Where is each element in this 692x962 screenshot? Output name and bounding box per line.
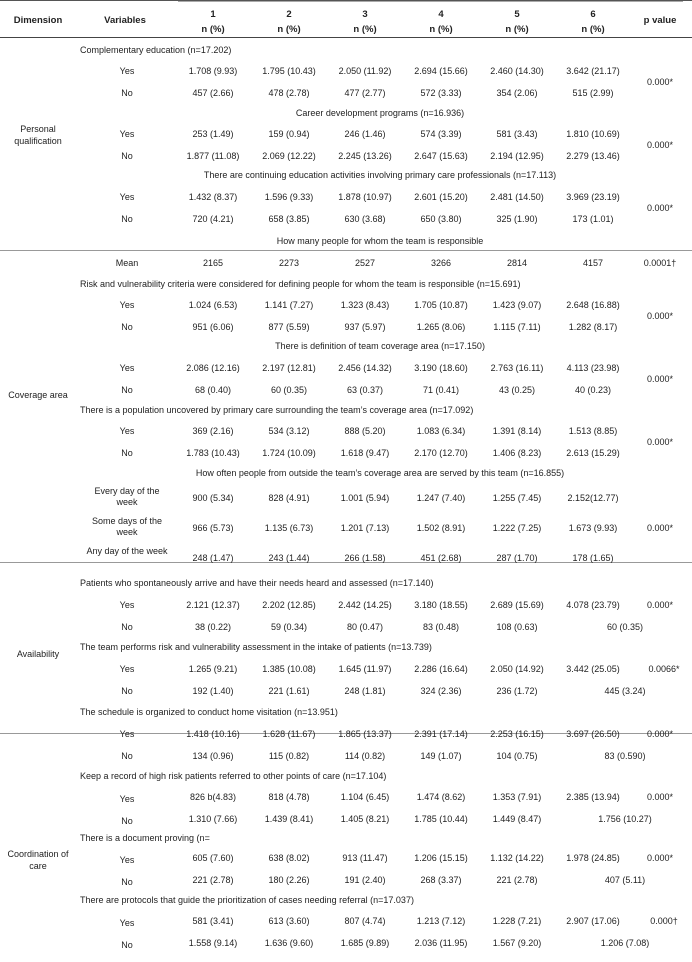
cell: 1.206 (7.08): [600, 938, 650, 948]
cell: 1.132 (14.22): [490, 853, 544, 863]
cell: 581 (3.43): [496, 129, 538, 139]
cell: 605 (7.60): [192, 853, 234, 863]
cell: 913 (11.47): [342, 853, 388, 863]
row-label: Yes: [119, 192, 135, 202]
cell: 1.310 (7.66): [188, 814, 238, 824]
row-label: No: [121, 816, 133, 826]
cell: 2.253 (16.15): [490, 729, 544, 739]
cell: 221 (1.61): [268, 686, 310, 696]
cell: 1.724 (10.09): [262, 448, 316, 458]
cell: 2.069 (12.22): [262, 151, 316, 161]
section-title: The schedule is organized to conduct home visitation (n=13.951): [80, 707, 338, 717]
section-title: There are continuing education activities involving primary care professionals (n=17.113): [203, 170, 557, 180]
cell: 134 (0.96): [192, 751, 234, 761]
cell: 1.265 (9.21): [188, 664, 238, 674]
cell: 2.121 (12.37): [186, 600, 240, 610]
cell: 1.024 (6.53): [188, 300, 238, 310]
cell: 2.442 (14.25): [338, 600, 392, 610]
cell: 515 (2.99): [572, 88, 614, 98]
row-label: No: [121, 385, 133, 395]
cell: 638 (8.02): [268, 853, 310, 863]
cell: 2.385 (13.94): [566, 792, 620, 802]
cell: 1.783 (10.43): [186, 448, 240, 458]
cell: 173 (1.01): [572, 214, 614, 224]
cell: 2.456 (14.32): [338, 363, 392, 373]
row-label: No: [121, 151, 133, 161]
cell: 2.648 (16.88): [566, 300, 620, 310]
cell: 287 (1.70): [496, 553, 538, 563]
cell: 1.222 (7.25): [492, 523, 542, 533]
cell: 1.810 (10.69): [566, 129, 620, 139]
cell: 3266: [430, 258, 452, 268]
cell: 966 (5.73): [192, 523, 234, 533]
cell: 1.141 (7.27): [264, 300, 314, 310]
cell: 534 (3.12): [268, 426, 310, 436]
cell: 1.439 (8.41): [264, 814, 314, 824]
cell: 1.567 (9.20): [492, 938, 542, 948]
p-value: 0.000*: [646, 203, 674, 213]
cell: 159 (0.94): [268, 129, 310, 139]
cell: 630 (3.68): [344, 214, 386, 224]
cell: 354 (2.06): [496, 88, 538, 98]
cell: 2.689 (15.69): [490, 600, 544, 610]
cell: 1.785 (10.44): [414, 814, 468, 824]
header-col-3: 3: [362, 9, 368, 20]
cell: 59 (0.34): [270, 622, 308, 632]
cell: 650 (3.80): [420, 214, 462, 224]
p-value: 0.000†: [650, 916, 678, 926]
cell: 253 (1.49): [192, 129, 234, 139]
dimension-personal: Personal qualification: [14, 124, 62, 146]
cell: 3.190 (18.60): [414, 363, 468, 373]
cell: 477 (2.77): [344, 88, 386, 98]
cell: 80 (0.47): [346, 622, 384, 632]
section-title: There are protocols that guide the prioritization of cases needing referral (n=17.037): [80, 895, 414, 905]
cell: 937 (5.97): [344, 322, 386, 332]
cell: 807 (4.74): [344, 916, 386, 926]
cell: 574 (3.39): [420, 129, 462, 139]
cell: 1.432 (8.37): [188, 192, 238, 202]
cell: 268 (3.37): [420, 875, 462, 885]
cell: 818 (4.78): [268, 792, 310, 802]
cell: 1.705 (10.87): [414, 300, 468, 310]
cell: 83 (0.590): [604, 751, 646, 761]
cell: 1.628 (11.67): [262, 729, 316, 739]
section-title: How many people for whom the team is responsible: [276, 236, 484, 246]
cell: 248 (1.81): [344, 686, 386, 696]
cell: 115 (0.82): [268, 751, 310, 761]
header-pvalue: p value: [643, 15, 677, 26]
row-label: No: [121, 751, 133, 761]
row-label: Yes: [119, 300, 135, 310]
p-value: 0.000*: [646, 311, 674, 321]
cell: 2273: [278, 258, 300, 268]
cell: 1.558 (9.14): [188, 938, 238, 948]
cell: 3.442 (25.05): [566, 664, 620, 674]
cell: 1.502 (8.91): [416, 523, 466, 533]
dimension-coverage: Coverage area: [8, 390, 68, 400]
row-label: No: [121, 877, 133, 887]
cell: 192 (1.40): [192, 686, 234, 696]
cell: 877 (5.59): [268, 322, 310, 332]
cell: 1.385 (10.08): [262, 664, 316, 674]
cell: 1.001 (5.94): [340, 493, 390, 503]
dimension-separator: [0, 250, 692, 251]
p-value: 0.000*: [646, 600, 674, 610]
cell: 720 (4.21): [192, 214, 234, 224]
cell: 826 b(4.83): [189, 792, 237, 802]
section-title: There is definition of team coverage area (n=17.150): [275, 341, 485, 351]
header-dimension: Dimension: [13, 15, 63, 26]
cell: 445 (3.24): [604, 686, 646, 696]
cell: 2.601 (15.20): [414, 192, 468, 202]
cell: 2.086 (12.16): [186, 363, 240, 373]
row-label: Yes: [119, 129, 135, 139]
cell: 2.613 (15.29): [566, 448, 620, 458]
cell: 248 (1.47): [192, 553, 234, 563]
header-rule: [178, 1, 683, 2]
dimension-coordination: Coordination of care: [7, 849, 69, 871]
row-label: No: [121, 88, 133, 98]
cell: 888 (5.20): [344, 426, 386, 436]
cell: 243 (1.44): [268, 553, 310, 563]
cell: 71 (0.41): [422, 385, 460, 395]
cell: 478 (2.78): [268, 88, 310, 98]
cell: 246 (1.46): [344, 129, 386, 139]
cell: 1.405 (8.21): [340, 814, 390, 824]
cell: 1.228 (7.21): [492, 916, 542, 926]
row-label: Yes: [119, 794, 135, 804]
cell: 38 (0.22): [194, 622, 232, 632]
cell: 2.245 (13.26): [338, 151, 392, 161]
section-title: Career development programs (n=16.936): [295, 108, 465, 118]
cell: 43 (0.25): [498, 385, 536, 395]
header-sub-3: n (%): [353, 24, 377, 35]
section-title: Keep a record of high risk patients referred to other points of care (n=17.104): [80, 771, 387, 781]
cell: 1.115 (7.11): [493, 322, 541, 332]
header-col-6: 6: [590, 9, 596, 20]
section-title: Complementary education (n=17.202): [80, 45, 232, 55]
header-sub-5: n (%): [505, 24, 529, 35]
cell: 149 (1.07): [420, 751, 462, 761]
cell: 613 (3.60): [268, 916, 310, 926]
cell: 572 (3.33): [420, 88, 462, 98]
section-title: There is a population uncovered by primary care surrounding the team’s coverage area (n=17.092): [80, 405, 474, 415]
cell: 2.286 (16.64): [414, 664, 468, 674]
cell: 178 (1.65): [572, 553, 614, 563]
cell: 457 (2.66): [192, 88, 234, 98]
cell: 68 (0.40): [194, 385, 232, 395]
cell: 1.391 (8.14): [492, 426, 542, 436]
cell: 2.036 (11.95): [414, 938, 468, 948]
cell: 2527: [354, 258, 376, 268]
row-label: Yes: [119, 426, 135, 436]
section-title: Risk and vulnerability criteria were considered for defining people for whom the team is responsible (n=15.691): [80, 279, 521, 289]
header-variables: Variables: [104, 15, 146, 26]
cell: 2.194 (12.95): [490, 151, 544, 161]
row-label: Yes: [119, 600, 135, 610]
cell: 236 (1.72): [496, 686, 538, 696]
cell: 1.708 (9.93): [188, 66, 238, 76]
row-label: No: [121, 322, 133, 332]
dimension-availability: Availability: [16, 649, 60, 659]
row-label: Any day of the week: [86, 546, 168, 556]
cell: 1.255 (7.45): [492, 493, 542, 503]
cell: 63 (0.37): [346, 385, 384, 395]
section-title: How often people from outside the team’s coverage area are served by this team (n=16.855): [195, 468, 565, 478]
cell: 83 (0.48): [422, 622, 460, 632]
cell: 1.201 (7.13): [340, 523, 390, 533]
cell: 104 (0.75): [496, 751, 538, 761]
cell: 2.202 (12.85): [262, 600, 316, 610]
row-label: No: [121, 448, 133, 458]
row-label: Some days of the week: [91, 516, 163, 537]
p-value: 0.000*: [646, 729, 674, 739]
cell: 2.152(12.77): [567, 493, 619, 503]
cell: 1.418 (10.16): [186, 729, 240, 739]
row-label: Yes: [119, 918, 135, 928]
p-value: 0.0066*: [648, 664, 680, 674]
cell: 658 (3.85): [268, 214, 310, 224]
cell: 324 (2.36): [420, 686, 462, 696]
cell: 4.078 (23.79): [566, 600, 620, 610]
cell: 1.645 (11.97): [338, 664, 392, 674]
cell: 1.449 (8.47): [492, 814, 542, 824]
cell: 191 (2.40): [344, 875, 386, 885]
row-label: No: [121, 940, 133, 950]
p-value: 0.000*: [646, 792, 674, 802]
cell: 1.618 (9.47): [340, 448, 390, 458]
cell: 1.596 (9.33): [264, 192, 314, 202]
cell: 1.423 (9.07): [492, 300, 542, 310]
cell: 221 (2.78): [192, 875, 234, 885]
cell: 108 (0.63): [496, 622, 538, 632]
p-value: 0.000*: [646, 523, 674, 533]
cell: 1.877 (11.08): [186, 151, 240, 161]
cell: 1.978 (24.85): [566, 853, 620, 863]
p-value: 0.000*: [646, 853, 674, 863]
cell: 2.197 (12.81): [262, 363, 316, 373]
p-value: 0.0001†: [643, 258, 677, 268]
row-label: Mean: [115, 258, 139, 268]
row-label: No: [121, 686, 133, 696]
cell: 1.636 (9.60): [264, 938, 314, 948]
cell: 40 (0.23): [574, 385, 612, 395]
cell: 1.206 (15.15): [414, 853, 468, 863]
cell: 266 (1.58): [344, 553, 386, 563]
cell: 3.697 (26.50): [566, 729, 620, 739]
section-title: The team performs risk and vulnerability assessment in the intake of patients (n=13.739): [80, 642, 432, 652]
cell: 1.685 (9.89): [340, 938, 390, 948]
header-col-5: 5: [514, 9, 520, 20]
row-label: Yes: [119, 363, 135, 373]
cell: 3.180 (18.55): [414, 600, 468, 610]
cell: 828 (4.91): [268, 493, 310, 503]
cell: 951 (6.06): [192, 322, 234, 332]
cell: 2165: [202, 258, 224, 268]
cell: 4157: [582, 258, 604, 268]
row-label: Yes: [119, 855, 135, 865]
cell: 2.647 (15.63): [414, 151, 468, 161]
header-bottom-rule: [0, 37, 692, 38]
p-value: 0.000*: [646, 77, 674, 87]
header-col-1: 1: [210, 9, 216, 20]
cell: 1.282 (8.17): [568, 322, 618, 332]
cell: 2.481 (14.50): [490, 192, 544, 202]
row-label: Every day of the week: [94, 486, 160, 507]
header-sub-6: n (%): [581, 24, 605, 35]
cell: 180 (2.26): [268, 875, 310, 885]
cell: 1.756 (10.27): [598, 814, 652, 824]
cell: 2.050 (14.92): [490, 664, 544, 674]
section-title: Patients who spontaneously arrive and have their needs heard and assessed (n=17.140): [80, 578, 434, 588]
cell: 1.865 (13.37): [338, 729, 392, 739]
cell: 1.406 (8.23): [492, 448, 542, 458]
cell: 60 (0.35): [270, 385, 308, 395]
cell: 1.104 (6.45): [340, 792, 390, 802]
cell: 2.907 (17.06): [566, 916, 620, 926]
row-label: Yes: [119, 729, 135, 739]
cell: 369 (2.16): [192, 426, 234, 436]
cell: 2.391 (17.14): [414, 729, 468, 739]
cell: 1.265 (8.06): [416, 322, 466, 332]
p-value: 0.000*: [646, 437, 674, 447]
p-value: 0.000*: [646, 374, 674, 384]
cell: 1.135 (6.73): [264, 523, 314, 533]
cell: 325 (1.90): [496, 214, 538, 224]
cell: 1.878 (10.97): [338, 192, 392, 202]
cell: 2.763 (16.11): [490, 363, 544, 373]
header-col-2: 2: [286, 9, 292, 20]
cell: 2.170 (12.70): [414, 448, 468, 458]
section-title: There is a document proving (n=: [80, 833, 210, 843]
cell: 1.673 (9.93): [568, 523, 618, 533]
cell: 2.050 (11.92): [338, 66, 392, 76]
cell: 3.969 (23.19): [566, 192, 620, 202]
p-value: 0.000*: [646, 140, 674, 150]
cell: 114 (0.82): [344, 751, 386, 761]
cell: 1.213 (7.12): [416, 916, 466, 926]
cell: 4.113 (23.98): [566, 363, 620, 373]
row-label: Yes: [119, 664, 135, 674]
cell: 1.083 (6.34): [416, 426, 466, 436]
cell: 1.795 (10.43): [262, 66, 316, 76]
cell: 1.513 (8.85): [568, 426, 618, 436]
cell: 2.694 (15.66): [414, 66, 468, 76]
row-label: No: [121, 214, 133, 224]
header-sub-1: n (%): [201, 24, 225, 35]
cell: 1.323 (8.43): [340, 300, 390, 310]
cell: 2814: [506, 258, 528, 268]
cell: 1.247 (7.40): [416, 493, 466, 503]
cell: 2.460 (14.30): [490, 66, 544, 76]
cell: 900 (5.34): [192, 493, 234, 503]
cell: 451 (2.68): [420, 553, 462, 563]
cell: 60 (0.35): [606, 622, 644, 632]
cell: 407 (5.11): [604, 875, 646, 885]
cell: 1.474 (8.62): [416, 792, 466, 802]
row-label: No: [121, 622, 133, 632]
cell: 3.642 (21.17): [566, 66, 620, 76]
cell: 1.353 (7.91): [492, 792, 542, 802]
cell: 221 (2.78): [496, 875, 538, 885]
cell: 581 (3.41): [192, 916, 234, 926]
header-sub-2: n (%): [277, 24, 301, 35]
row-label: Yes: [119, 66, 135, 76]
header-sub-4: n (%): [429, 24, 453, 35]
cell: 2.279 (13.46): [566, 151, 620, 161]
header-col-4: 4: [438, 9, 444, 20]
